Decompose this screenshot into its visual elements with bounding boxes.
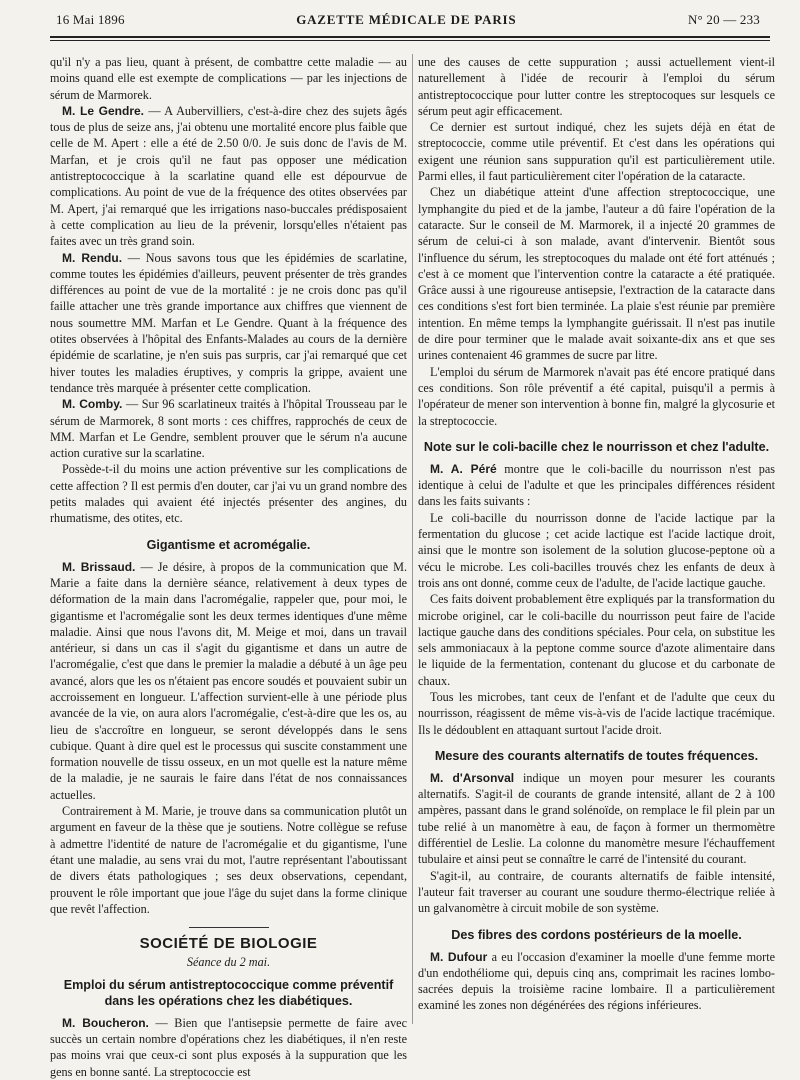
- speaker-name: M. Le Gendre.: [62, 103, 145, 118]
- paragraph-text: — A Aubervilliers, c'est-à-dire chez des sujets âgés tous de plus de seize ans, j'ai obtenu une mortalité encore plus faible que celle de M. Apert : elle a été de 2.50 0/0. Je suis donc de l'avis de M. Marfan, et je crois qu'il ne faut pas opposer une médication antistreptococcique à la scarlatine quand elle est dépourvue de complications. Au point de vue de la fréquence des otites observées par M. Apert, j'ai remarqué que les irrigations naso-buccales prédisposaient à cette complication au lieu de la prévenir, lorsqu'elles n'étaient pas faites avec un très grand soin.: [50, 103, 407, 249]
- paragraph: L'emploi du sérum de Marmorek n'avait pas été encore pratiqué dans ces conditions. Son rôle préventif a été capital, puisqu'il a permis à l'opérateur de mener son intervention à bonne fin, malgré la glycosurie et la streptococcie.: [418, 364, 775, 428]
- speaker-name: M. Boucheron.: [62, 1015, 149, 1030]
- page-header: [56, 12, 760, 34]
- paragraph: [50, 1015, 407, 1080]
- header-rule-thin: [50, 40, 770, 41]
- paragraph: Contrairement à M. Marie, je trouve dans sa communication plutôt un argument en faveur de la thèse que je soutiens. Notre collègue se refuse à admettre l'identité de nature de l'acromégalie et du gigantisme, l'une étant une maladie, au sens vrai du mot, l'autre représentant l'aboutissant de divers états pathologiques ; ses deux observations, cependant, prouvent le rôle important que joue l'âge du sujet dans la forme clinique que revêt l'affection.: [50, 804, 407, 916]
- paragraph: Possède-t-il du moins une action préventive sur les complications de cette affection ? Il est permis d'en douter, car j'ai vu un grand nombre des petits malades qui avaient été injectés présenter des angines, du rhumatisme, des otites, etc.: [50, 462, 407, 526]
- paragraph-text: — Sur 96 scarlatineux traités à l'hôpital Trousseau par le sérum de Marmorek, 8 sont morts : ces chiffres, rapprochés de ceux de MM. Marfan et Le Gendre, semblent prouver que le sérum n'a aucune action curative sur la scarlatine.: [50, 397, 407, 461]
- page-number: N° 20 — 233: [687, 12, 760, 27]
- speaker-name: M. Rendu.: [62, 250, 123, 265]
- speaker-name: M. Brissaud.: [62, 559, 136, 574]
- paragraph: Tous les microbes, tant ceux de l'enfant et de l'adulte que ceux du nourrisson, réagissent de même vis-à-vis de l'acide lactique tracémique. Ils le dédoublent en attaquant surtout l'acide droit.: [418, 689, 775, 737]
- paragraph: [50, 396, 407, 461]
- paragraph: S'agit-il, au contraire, de courants alternatifs de faible intensité, l'auteur fait traverser au courant une soudure thermo-électrique reliée à un galvanomètre à circuit mobile de son système.: [418, 868, 775, 916]
- journal-title: GAZETTE MÉDICALE DE PARIS: [296, 12, 517, 27]
- speaker-name: M. A. Péré: [430, 461, 497, 476]
- speaker-name: M. d'Arsonval: [430, 770, 515, 785]
- session-date: Séance du 2 mai.: [186, 955, 271, 970]
- paragraph-text: a eu l'occasion d'examiner la moelle d'une femme morte d'un endothéliome qui, depuis cinq ans, comprimait les racines lombo-sacrées depuis la troisième racine lombaire. Il a particulièrement examiné les zones non dégénérées des régions inférieures.: [418, 949, 775, 1013]
- section-heading: Emploi du sérum antistreptococcique comme préventif dans les opérations chez les diabétiques.: [63, 977, 394, 1008]
- society-heading: SOCIÉTÉ DE BIOLOGIE: [139, 935, 318, 953]
- paragraph-text: — Bien que l'antisepsie permette de faire avec succès un certain nombre d'opérations chez les diabétiques, il n'en reste pas moins vrai que ceux-ci sont plus exposés à la suppuration que les gens en bonne santé. La streptococcie est: [50, 1015, 407, 1079]
- paragraph: [418, 770, 775, 868]
- separator-line: [189, 927, 269, 928]
- paragraph-text: montre que le coli-bacille du nourrisson n'est pas identique à celui de l'adulte et que les principales différences résident dans les faits suivants :: [418, 461, 776, 509]
- paragraph: Ces faits doivent probablement être expliqués par la transformation du microbe originel, car le coli-bacille du nourrisson peut faire de l'acide lactique gauche dans des conditions spéciales. Pour cela, on substitue les sels ammoniacaux à la peptone comme source d'azote alimentaire dans le liquide de la fermentation, contenant du glucose et du carbonate de chaux.: [418, 592, 775, 688]
- paragraph: Ce dernier est surtout indiqué, chez les sujets déjà en état de streptococcie, comme utile préventif. Et c'est dans les opérations qui exigent une réunion sans suppuration qu'il est particulièrement utile. Parmi elles, il faut particulièrement citer l'opération de la cataracte.: [418, 120, 775, 184]
- paragraph: [418, 949, 775, 1014]
- speaker-name: M. Comby.: [62, 397, 123, 412]
- right-column: [418, 54, 775, 1014]
- header-rule-thick: [50, 36, 770, 38]
- left-column: [50, 54, 407, 1080]
- issue-date: 16 Mai 1896: [56, 12, 125, 27]
- paragraph: [50, 103, 407, 250]
- speaker-name: M. Dufour: [430, 949, 488, 964]
- paragraph: [50, 559, 407, 803]
- section-heading: Gigantisme et acromégalie.: [146, 537, 311, 552]
- paragraph: Le coli-bacille du nourrisson donne de l'acide lactique par la fermentation du glucose ; cet acide lactique est l'acide lactique droit, ainsi que le montre son isolement de la solution glucose-peptone où a vécu le microbe. Les coli-bacilles trouvés chez les enfants de deux à trois ans ont donné, comme ceux de l'adulte, de l'acide lactique gauche.: [418, 510, 775, 590]
- section-heading: Des fibres des cordons postérieurs de la moelle.: [451, 927, 742, 942]
- paragraph-text: indique un moyen pour mesurer les courants alternatifs. S'agit-il de courants de grande intensité, allant de 2 à 100 ampères, passant dans le grand solénoïde, on remplace le fil plein par un tube relié à un manomètre à eau, de façon à former un thermomètre différentiel de Leslie. La colonne du manomètre mesure l'échauffement tubulaire et ainsi peut se connaître le carré de l'intensité du courant.: [418, 770, 775, 867]
- column-divider: [412, 54, 413, 1024]
- paragraph-text: — Je désire, à propos de la communication que M. Marie a faite dans la dernière séance, relativement à deux types de déformation de la main dans l'acromégalie, rappeler que, pour moi, le gigantisme et l'acromégalie sont les deux termes identiques d'une même maladie. Ainsi que nous l'avons dit, M. Meige et moi, dans un travail antérieur, si dans un cas il s'agit du gigantisme et dans un autre de l'acromégalie, c'est que dans le premier la maladie a débuté à un âge peu avancé, alors que les os n'étaient pas encore soudés et pouvaient subir un accroissement en longueur. L'affection survient-elle à une période plus avancée de la vie, on aura alors l'acromégalie, c'est-à-dire que les os, au lieu de s'accroître en longueur, se seront développés dans le sens cubique. Quant à dire quel est le processus qui suscite constamment une formation nouvelle de tissu osseux, en un mot quelle est la nature même de la maladie, je ne saurais le faire dans l'état de nos connaissances actuelles.: [50, 559, 407, 802]
- paragraph: une des causes de cette suppuration ; aussi actuellement vient-il naturellement à l'idée de recourir à l'emploi du sérum antistreptococcique pour lutter contre les streptocoques sur lesquels ce sérum peut agir efficacement.: [418, 55, 775, 118]
- paragraph: [50, 250, 407, 397]
- paragraph: Chez un diabétique atteint d'une affection streptococcique, une lymphangite du pied et de la jambe, l'auteur a dû faire l'opération de la cataracte. Sur le conseil de M. Marmorek, il a injecté 20 grammes de sérum de celui-ci à son malade, avant d'intervenir. Bientôt sous l'influence du sérum, les streptocoques du malade ont été fort atténués ; c'est à ce moment que l'intervention contre la cataracte a été pratiquée. Grâce aussi à une rigoureuse antisepsie, l'extraction de la cataracte dans ces conditions s'est fort bien terminée. La plaie s'est réunie par première intention. En même temps la lymphangite guérissait. Il n'est pas inutile de dire pour terminer que le malade avait soixante-dix ans et que ses urines contenaient 46 grammes de sucre par litre.: [418, 185, 775, 363]
- section-heading: Note sur le coli-bacille chez le nourrisson et chez l'adulte.: [423, 439, 770, 454]
- paragraph-text: — Nous savons tous que les épidémies de scarlatine, comme toutes les épidémies d'ailleurs, peuvent présenter de très grandes différences au point de vue de la mortalité : je ne crois donc pas qu'il faille attacher une très grande importance aux chiffres que viennent de nous soumettre MM. Marfan et Le Gendre. Quant à la fréquence des otites observées à l'hôpital des Enfants-Malades au cours de la dernière épidémie de scarlatine, je n'en suis pas surpris, car j'ai remarqué que cet hiver toutes les maladies éruptives, y compris la grippe, avaient une tendance très marquée à présenter cette complication.: [50, 250, 408, 395]
- section-heading: Mesure des courants alternatifs de toutes fréquences.: [434, 748, 759, 763]
- paragraph: [418, 461, 775, 510]
- paragraph: qu'il n'y a pas lieu, quant à présent, de combattre cette maladie — au moins quand elle est exempte de complications — par les injections de sérum de Marmorek.: [50, 55, 407, 102]
